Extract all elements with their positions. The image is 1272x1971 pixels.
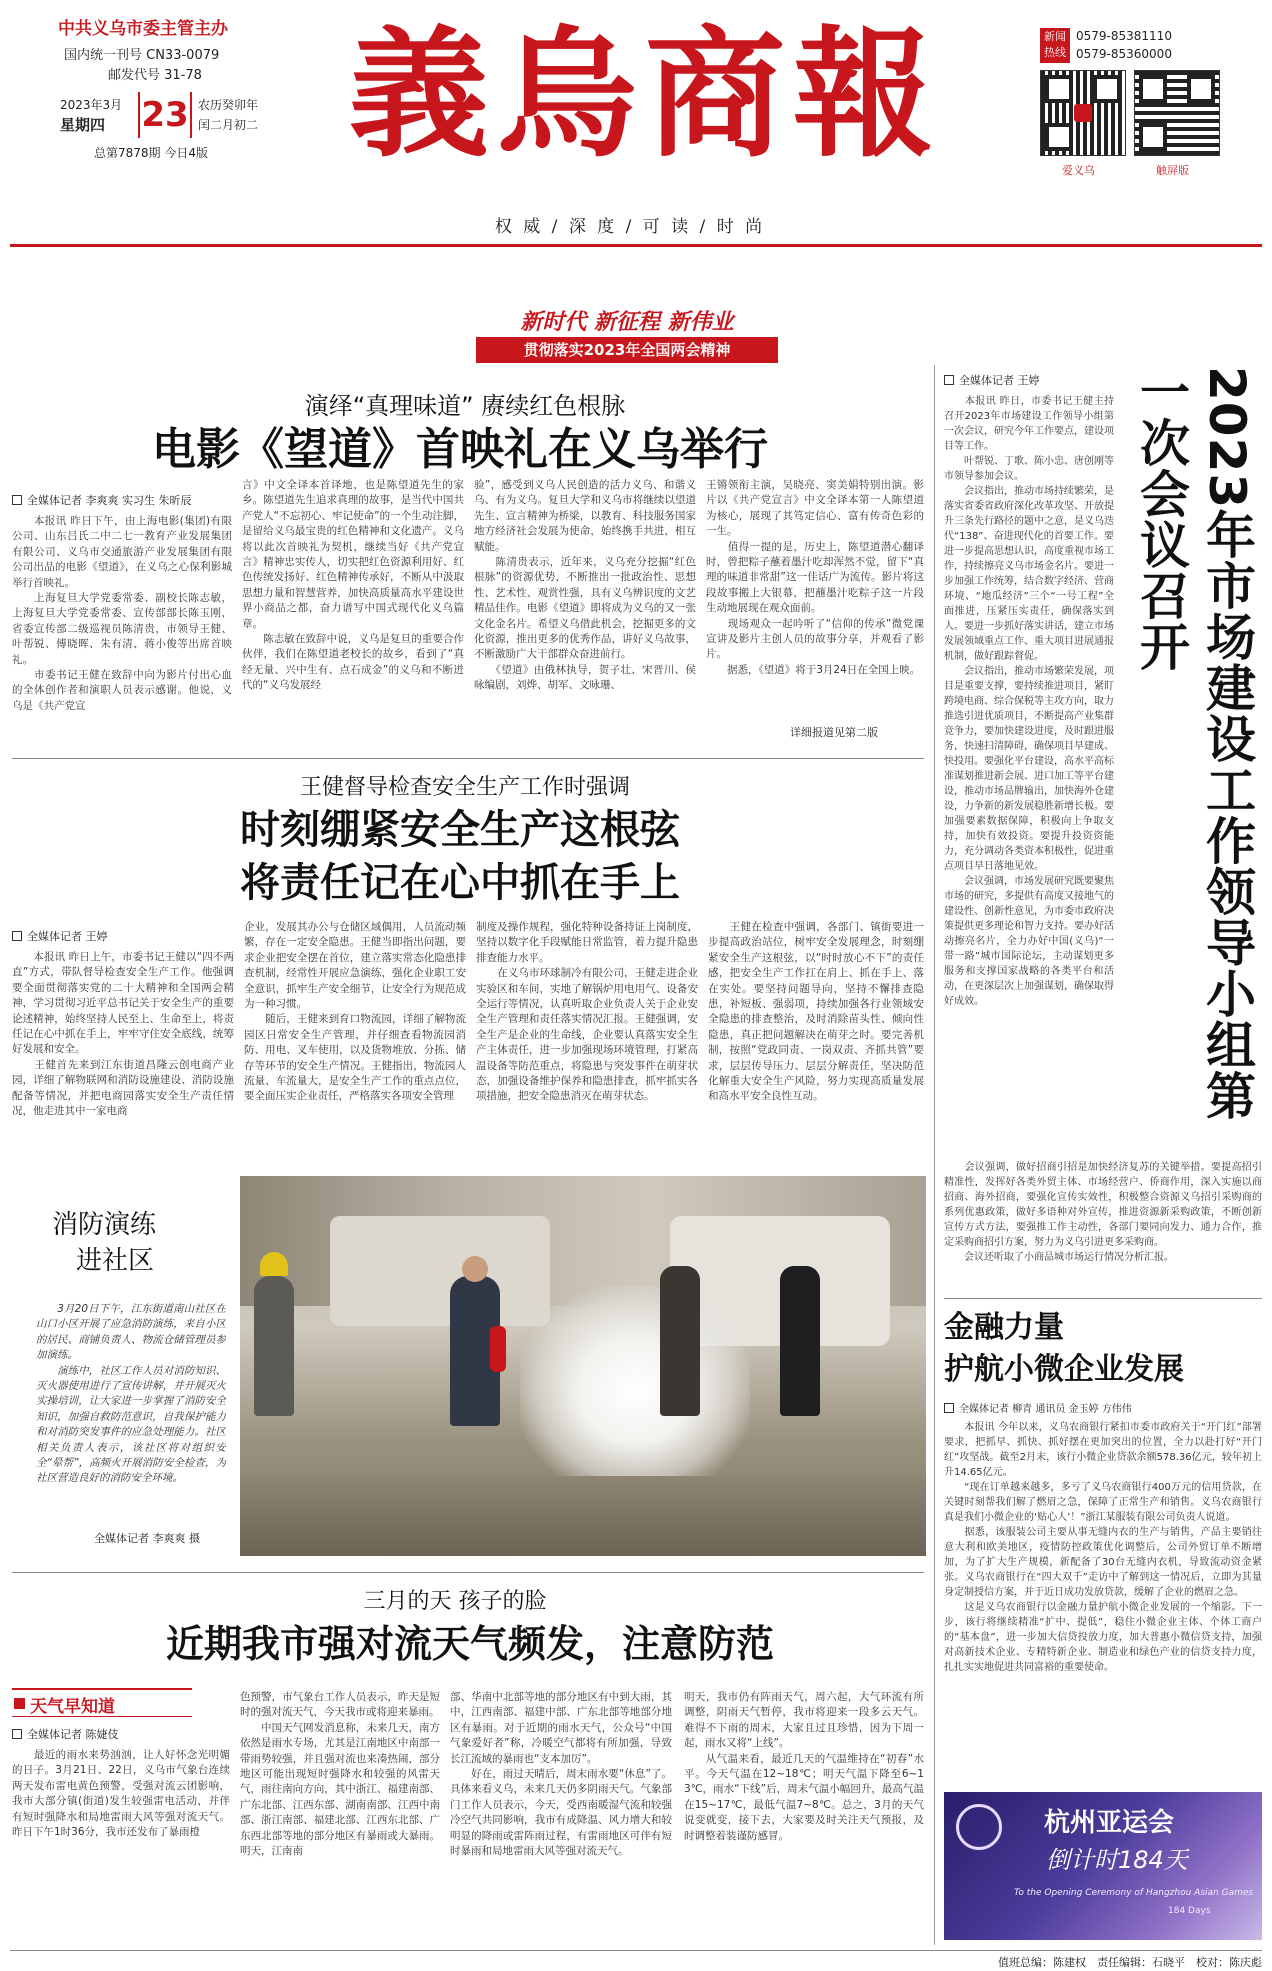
article4-headline-1: 金融力量	[944, 1310, 1064, 1345]
photo-story-title-2: 进社区	[76, 1246, 155, 1276]
date-year-month: 2023年3月	[60, 98, 123, 112]
photo-story-caption: 3月20日下午，江东街道南山社区在山口小区开展了应急消防演练，来自小区的居民、商铺负责人、物流仓储管理员参加演练。 演练中，社区工作人员对消防知识、灭火器使用进行了宣传讲解，并开展灭火实操培训，让大家进一步掌握了消防安全知识，加强自救防范意识，自我保护能力和对消防突发事件的应急处理能力。社区相关负责人表示，该社区将对组织安全“晕帮”，高频火开展消防安全检查，为社区营造良好的消防安全环境。	[36, 1303, 226, 1485]
fire-drill-photo	[240, 1176, 926, 1556]
byline-square-icon	[12, 1729, 22, 1739]
article2-col2: 企业，发展其办公与仓储区域偶用，人员流动频繁，存在一定安全隐患。王健当即指出问题，要求企业把安全摆在首位，建立落实常态化隐患排查机制，经常性开展应急演练，强化企业职工安全意识，抓牢生产安全细节，让安全行为规范成为一种习惯。 随后，王健来到育口物流园，详细了解物流园区日常安全生产管理，并仔细查看物流园消防、用电、叉车使用，以及货物堆放、分拣、储存等环节的安全生产情况。王健指出，物流园人流量、车流量大，是安全生产工作的重点点位，要全面压实企业责任，严格落实各项安全管理	[244, 921, 466, 1103]
article3-byline-text: 全媒体记者 王婷	[959, 374, 1040, 387]
article1-col3: 验”，感受到义乌人民创造的活力义乌、和谐义乌、有为义乌。复旦大学和义乌市将继续以望道先生、宣言精神为桥梁，以教育、科技服务国家地方经济社会发展为使命，始终携手共进，相互赋能。 陈清贵表示，近年来，义乌充分挖掘“红色根脉”的资源优势，不断推出一批政治性、思想性、艺术性、观赏性强，具有义乌辨识度的文艺精品佳作。电影《望道》即将成为义乌的又一张文化金名片。希望义乌借此机会，挖掘更多的文化资源，推出更多的优秀作品，讲好义乌故事，不断激励广大干部群众奋进前行。 《望道》由俄林执导，贺子壮、宋晋川、侯咏编剧，刘烨、胡军、文咏珊、	[474, 479, 696, 692]
article3-col1: 本报讯 昨日，市委书记王健主持召开2023年市场建设工作领导小组第一次会议，研究今年工作要点，建设项目等工作。 叶帮锐、丁歌、陈小忠、唐创刚等市领导参加会议。 会议指出，推动市场持续繁荣，是落实省委省政府深化改革攻坚、开放提升三条先行路径的题中之意，是义乌迭代“138”、奋进现代化的首要工作。要进一步提高思想认识，高度重视市场工作，持续擦亮义乌市场金名片。要进一步加强工作统筹，结合数字经济、营商环境、“地瓜经济”三个“一号工程”全面推进，压紧压实责任，确保落实到人。要进一步抓好落实讲话，建立市场发展领域重点工作、重大项目进展通报机制，做好跟踪督促。 会议指出，推动市场繁荣发展，项目是重要支撑，要持续推进项目，紧盯跨境电商、综合保税等主攻方向，取力推选引进优质项目，不断提高产业集群竞争力，要加快建设进度，及时跟进服务，快速扫清障碍，确保项目早建成、快投用。要强化平台建设，高水平高标准谋划推进新会展、进口加工等平台建设，推动市场品牌输出，加快海外仓建设，力争新的新发展稳胜新增长极。要加强要素数据保障，积极向上争取支持，加快有效投资。要提升投资资能力，充分调动各类资本积极性，促进重点项目早日落地见效。 会议强调，市场发展研究既要聚焦市场的研究，多提供有高度又接地气的建设性、创新性意见，为市委市政府决策提供更多理论和智力支持。要办好活动擦亮名片，全力办好中国(义乌)“一带一路”城市国际论坛，主动谋划更多服务和支撑国家战略的各类平台和活动，在更深层次上加强谋划，确保取得好成效。	[944, 396, 1114, 1007]
banner-line-1: 新时代 新征程 新伟业	[520, 309, 734, 335]
qr-code-1[interactable]	[1040, 70, 1126, 156]
article5-headline: 近期我市强对流天气频发，注意防范	[165, 1622, 774, 1666]
organizer: 中共义乌市委主管主办	[58, 19, 228, 39]
article1-col4: 王锵领衔主演，吴晓亮、窦美娟特别出演。影片以《共产党宣言》中文全译本第一人陈望道为核心，展现了其笃定信心、富有传奇色彩的一生。 值得一提的是，历史上，陈望道潜心翻译时，曾把粽子蘸着墨汁吃却浑然不觉，留下“真理的味道非常甜”这一佳话广为流传。影片将这段故事搬上大银幕，把蘸墨汁吃粽子这一片段生动地展现在观众面前。 现场观众一起吟听了“信仰的传承”微党课宣讲及影片主创人员的故事分享，并观看了影片。 据悉，《望道》将于3月24日在全国上映。	[706, 479, 924, 676]
article1-kicker: 演绎“真理味道” 赓续红色根脉	[304, 392, 626, 420]
article5-col3: 部、华南中北部等地的部分地区有中到大雨，其中，江西南部、福建中部、广东北部等地部分地区有暴雨。对于近期的雨水天气，公众号“中国气象爱好者”称，冷暖空气都将有所加强，导致长江流域的暴雨也“支本加厉”。 好在，雨过天晴后，周末雨水要“休息”了。具体来看义乌，未来几天仍多阴雨天气。气象部门工作人员表示，今天，受西南暖湿气流和较强冷空气共同影响，我市有成降温、风力增大和较明显的降雨或雷阵雨过程，有雷雨地区可伴有短时暴雨和局地雷雨大风等强对流天气。	[450, 1691, 672, 1858]
article4-byline-text: 全媒体记者 柳青 通讯员 金玉婷 方伟伟	[959, 1404, 1132, 1415]
banner	[468, 305, 786, 367]
article5-col1: 最近的雨水来势汹汹，让人好怀念光明媚的日子。3月21日、22日，义乌市气象台连续两天发布雷电黄色预警，受强对流云团影响，我市大部分镇(街道)发生较强雷电活动，并伴有短时强降水和局地雷雨大风等强对流天气。昨日下午1时36分，我市还发布了暴雨橙	[12, 1749, 230, 1839]
byline-square-icon	[944, 1403, 954, 1413]
weekday: 星期四	[60, 116, 106, 134]
article2-headline-1: 时刻绷紧安全生产这根弦	[240, 807, 680, 853]
hotline-label-1: 新闻	[1044, 30, 1066, 43]
photo-story-credit: 全媒体记者 李爽爽 摄	[94, 1532, 200, 1545]
article4-body: 本报讯 今年以来，义乌农商银行紧扣市委市政府关于“开门红”部署要求，把抓早、抓快、抓好摆在更加突出的位置，全力以赴打好“开门红”攻坚战。截至2月末，该行小微企业贷款余额578.36亿元，较年初上升14.65亿元。 “现在订单越来越多，多亏了义乌农商银行400万元的信用贷款，在关键时刻帮我们解了燃眉之急，保障了正常生产和销售。义乌农商银行真是我们小微企业的‘贴心人’！”浙江某服装有限公司负责人说道。 据悉，该服装公司主要从事无缝内衣的生产与销售，产品主要销往意大利和欧美地区，疫情防控政策优化调整后，公司外贸订单不断增加，为了扩大生产规模，新配备了30台无缝内衣机，导致流动资金紧张。义乌农商银行在“四大双千”走访中了解到这一情况后，立即为其量身定制授信方案，并于近日成功发放贷款，缓解了企业的燃眉之急。 这是义乌农商银行以金融力量护航小微企业发展的一个缩影。下一步，该行将继续精准“扩中、提低”，稳住小微企业主体、个体工商户的“基本盘”，进一步加大信贷投放力度，加大普惠小微信贷支持，加强对高新技术企业、专精特新企业、制造业和绿色产业的信贷支持力度，扎扎实实地促进共同富裕的重要使命。	[944, 1422, 1262, 1673]
postal-code: 邮发代号 31-78	[108, 68, 202, 83]
phone-2: 0579-85360000	[1076, 47, 1172, 61]
lunar-date-2: 闰二月初二	[198, 118, 259, 132]
day-number	[138, 92, 192, 138]
newspaper-title: 義烏商報	[348, 13, 941, 177]
qr-2-label: 触屏版	[1156, 164, 1189, 177]
article2-byline	[12, 928, 108, 944]
hotline-label	[1040, 28, 1070, 63]
asian-games-ad[interactable]	[944, 1792, 1262, 1940]
article5-col4: 明天，我市仍有阵雨天气，周六起，大气环流有所调整，阴雨天气暂停，我市将迎来一段多云天气。难得不下雨的周末，大家且过且珍惜，因为下周一起，雨水又将“上线”。 从气温来看，最近几天的气温维持在“初春”水平。今天气温在12~18℃；明天气温下降至6~13℃，雨水“下线”后，周末气温小幅回升，最高气温在15~17℃，最低气温7~8℃。总之，3月的天气说变就变，接下去，大家要及时关注天气预报，及时调整着装谨防感冒。	[684, 1691, 924, 1842]
divider	[12, 1572, 924, 1573]
ad-emblem-icon	[956, 1804, 1002, 1850]
weather-section-tag	[12, 1688, 192, 1717]
column-divider	[934, 365, 935, 1945]
ad-countdown: 倒计时184天	[1046, 1846, 1188, 1874]
article1-byline	[12, 492, 192, 508]
phone-1: 0579-85381110	[1076, 29, 1172, 43]
banner-line-2: 贯彻落实2023年全国两会精神	[476, 337, 778, 363]
footer-rule	[10, 1950, 1262, 1951]
masthead-rule	[10, 244, 1262, 247]
article2-headline-2: 将责任记在心中抓在手上	[240, 860, 680, 906]
weather-section-label: 天气早知道	[30, 1697, 115, 1717]
photo-story-title-1: 消防演练	[52, 1210, 157, 1240]
footer-credits: 值班总编：陈建权 责任编辑：石晓平 校对：陈庆彪	[998, 1956, 1262, 1969]
lunar-date-1: 农历癸卯年	[198, 98, 259, 112]
issue-info: 总第7878期 今日4版	[94, 146, 208, 160]
weather-square-icon	[14, 1698, 25, 1709]
article2-kicker: 王健督导检查安全生产工作时强调	[299, 775, 630, 800]
divider	[944, 1298, 1262, 1299]
article4-byline	[944, 1400, 1132, 1415]
article5-col2: 色预警，市气象台工作人员表示，昨天是短时的强对流天气，今天我市或将迎来暴雨。 中国天气网发消息称，未来几天，南方依然是雨水专场，尤其是江南地区中南部一带雨势较强，并且强对流也来凑热闹，部分地区可能出现短时强降水和较强的风雷天气，雨往南向方向，其中浙江、福建南部、广东北部、江西东部、湖南南部、江西中南部、浙江南部、福建北部、江西东北部、广东西北部等地的部分地区有暴雨或大暴雨。明天，江南南	[240, 1691, 440, 1858]
article1-col2: 言》中文全译本首译地，也是陈望道先生的家乡。陈望道先生追求真理的故事，是当代中国共产党人“不忘初心、牢记使命”的一个生动注脚，是留给义乌最宝贵的红色精神和文化遗产。义乌将以此次首映礼为契机，继续当好《共产党宣言》精神忠实传人，切实把红色资源利用好、红色传统发扬好、红色精神传承好，不断从中汲取思想力量和智慧营养，加快高质量高水平建设世界小商品之都，奋力谱写中国式现代化义乌篇章。 陈志敏在致辞中说，义乌是复旦的重要合作伙伴，我们在陈望道老校长的故乡，看到了“真经无量、兴中生有、点石成金”的义乌和不断迸代的“义乌发展经	[242, 479, 464, 692]
hotline-label-2: 热线	[1044, 46, 1066, 59]
ad-subtitle: To the Opening Ceremony of Hangzhou Asian Games	[1014, 1888, 1254, 1898]
article2-col1: 本报讯 昨日上午，市委书记王健以“四不两直”方式，带队督导检查安全生产工作。他强调要全面贯彻落实党的二十大精神和全国两会精神，学习贯彻习近平总书记关于安全生产的重要论述精神，始终坚持人民至上、生命至上，将责任记在心中抓在手上，牢牢守住安全底线，统筹好发展和安全。 王健首先来到江东街道昌隆云创电商产业园，详细了解物联网和消防设施建设、消防设施配备等情况，并把电商园落实安全生产责任情况，他走进其中一家电商	[12, 951, 234, 1118]
article5-byline	[12, 1726, 119, 1742]
article1-byline-text: 全媒体记者 李爽爽 实习生 朱昕辰	[27, 494, 192, 507]
article4-headline-2: 护航小微企业发展	[944, 1352, 1184, 1387]
article1-col1: 本报讯 昨日下午，由上海电影(集团)有限公司、山东吕氏二中二七一教育产业发展集团有限公司、义乌市交通旅游产业发展集团有限公司出品的电影《望道》，在义乌之心保利影城举行首映礼。 上海复旦大学党委常委、副校长陈志敏，上海复旦大学党委常委、宣传部部长陈玉刚，省委宣传部二级巡视员陈清贵，市领导王健、叶帮锐、傅晓晖、朱有清、蒋小俊等出席首映礼。 市委书记王健在致辞中向为影片付出心血的全体创作者和演职人员表示感谢。他说，义乌是《共产党宣	[12, 515, 232, 712]
masthead	[0, 0, 1272, 240]
article3-headline: 2023年市场建设工作领导小组第一次会议召开	[1132, 366, 1256, 1122]
day-number-text: 23	[141, 95, 189, 135]
article5-kicker: 三月的天 孩子的脸	[363, 1589, 547, 1614]
byline-square-icon	[12, 495, 22, 505]
article5-byline-text: 全媒体记者 陈婕伎	[27, 1728, 119, 1741]
qr-1-label: 爱义乌	[1062, 164, 1095, 177]
slogan: 权 威 / 深 度 / 可 读 / 时 尚	[494, 217, 766, 237]
article3-col2: 会议强调，做好招商引招是加快经济复苏的关键举措。要提高招引精准性，发挥好各类外贸主体、市场经营户、侨商作用，深入实施以商招商、海外招商，要强化宣传实效性，积极整合资源义乌招引采购商的系列优惠政策，做好多语种对外宣传，推进资源新采购政策，不断创新宣传方式方法，要强推工作主动性，各部门要同向发力、通力合作，推定采购商招引方案，努力为义乌引进更多采购商。 会议还听取了小商品城市场运行情况分析汇报。	[944, 1162, 1262, 1263]
qr-code-2[interactable]	[1134, 70, 1220, 156]
article2-byline-text: 全媒体记者 王婷	[27, 930, 108, 943]
article1-headline: 电影《望道》首映礼在义乌举行	[152, 424, 768, 475]
article2-col4: 王健在检查中强调，各部门、镇街要进一步提高政治站位，树牢安全发展理念，时刻绷紧安全生产这根弦，以“时时放心不下”的责任感，把安全生产工作扛在肩上、抓在手上、落在实处。要坚持问题导向，坚持不懈排查隐患，补短板、强弱项，持续加强各行业领域安全隐患的排查整治，及时消除苗头性、倾向性隐患，真正把问题解决在萌芽之时。要完善机制，按照“党政同责、一岗双责、齐抓共管”要求，层层传导压力、层层分解责任，坚决防范化解重大安全生产风险，努力实现高质量发展和高水平安全良性互动。	[708, 921, 924, 1103]
divider	[12, 758, 924, 759]
article2-col3: 制度及操作规程，强化特种设备持证上岗制度，坚持以数字化手段赋能日常监管，着力提升隐患排查能力水平。 在义乌市环球制冷有限公司，王健走进企业实验区和车间，实地了解锅炉用电用气、设备安全运行等情况，认真听取企业负责人关于企业安全生产管理和责任落实情况汇报。王健强调，安全生产是企业的生命线，企业要认真落实安全生产主体责任，进一步加强现场环境管理，打紧高温设备等防范重点，将隐患与突发事件在萌芽状态，加强设备维护保养和隐患排查，抓牢抓实各项措施，把安全隐患消灭在萌芽状态。	[476, 921, 698, 1103]
article3-byline	[944, 372, 1040, 388]
cn-number: 国内统一刊号 CN33-0079	[64, 48, 220, 63]
byline-square-icon	[944, 375, 954, 385]
ad-days: 184 Days	[1168, 1906, 1211, 1916]
article1-see-more[interactable]: 详细报道见第二版	[790, 726, 878, 739]
byline-square-icon	[12, 931, 22, 941]
ad-title: 杭州亚运会	[1044, 1808, 1175, 1838]
